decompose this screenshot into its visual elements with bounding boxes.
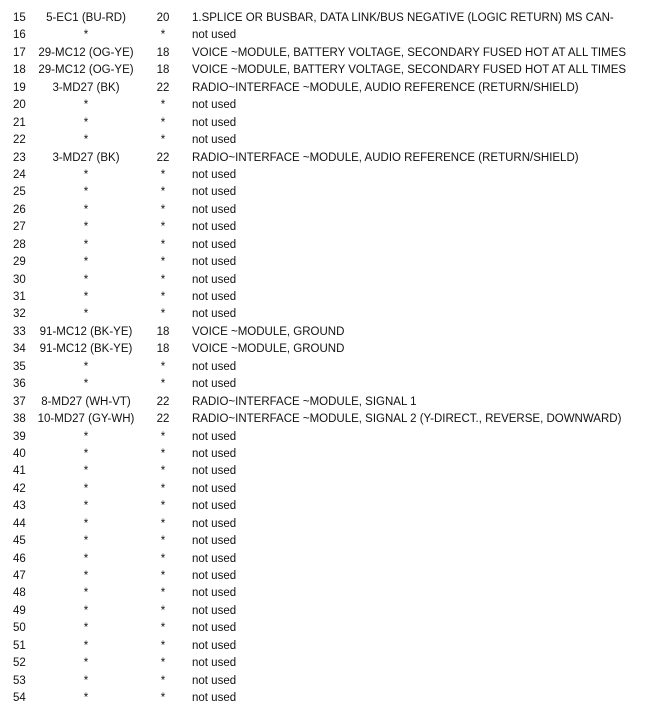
wire-gauge: * bbox=[160, 639, 166, 652]
wire-gauge: * bbox=[160, 500, 166, 513]
wire-gauge: * bbox=[160, 552, 166, 565]
pin-number: 44 bbox=[13, 517, 26, 530]
circuit-function: not used bbox=[192, 238, 237, 251]
circuit-id: * bbox=[83, 308, 89, 321]
pin-number: 40 bbox=[13, 447, 26, 460]
circuit-function: not used bbox=[192, 291, 237, 303]
table-row bbox=[0, 219, 647, 236]
pin-number: 25 bbox=[13, 186, 26, 199]
circuit-function: not used bbox=[192, 500, 237, 513]
wire-gauge: * bbox=[160, 604, 166, 617]
pin-number: 37 bbox=[13, 395, 26, 408]
circuit-id: * bbox=[83, 535, 89, 548]
wire-gauge: * bbox=[160, 517, 166, 530]
table-row bbox=[0, 167, 647, 184]
wire-gauge: * bbox=[160, 203, 166, 216]
circuit-id: * bbox=[83, 447, 89, 460]
pin-number: 53 bbox=[13, 674, 26, 687]
pin-number: 52 bbox=[13, 657, 26, 670]
wire-gauge: 22 bbox=[156, 151, 170, 164]
circuit-function: not used bbox=[192, 465, 237, 478]
table-row bbox=[0, 411, 647, 428]
circuit-function: not used bbox=[192, 308, 237, 321]
table-row bbox=[0, 150, 647, 167]
circuit-id: * bbox=[83, 221, 89, 234]
circuit-function: not used bbox=[192, 186, 237, 199]
table-row bbox=[0, 27, 647, 44]
circuit-function: not used bbox=[192, 570, 237, 582]
circuit-id: * bbox=[83, 430, 89, 443]
wire-gauge: * bbox=[160, 465, 166, 478]
circuit-function: not used bbox=[192, 674, 237, 687]
circuit-function: not used bbox=[192, 203, 237, 216]
circuit-id: * bbox=[83, 116, 89, 129]
wire-gauge: * bbox=[160, 482, 166, 495]
wire-gauge: * bbox=[160, 29, 166, 42]
pin-number: 46 bbox=[13, 552, 26, 565]
pin-number: 50 bbox=[13, 622, 26, 635]
table-row bbox=[0, 690, 647, 707]
circuit-id: * bbox=[83, 674, 89, 687]
circuit-id: 5-EC1 (BU-RD) bbox=[46, 12, 126, 24]
circuit-id: * bbox=[83, 134, 89, 147]
wire-gauge: 22 bbox=[156, 413, 170, 426]
pin-number: 28 bbox=[13, 238, 26, 251]
circuit-id: * bbox=[83, 29, 89, 42]
circuit-function: VOICE ~MODULE, BATTERY VOLTAGE, SECONDARY FUSED HOT AT ALL TIMES bbox=[192, 64, 627, 77]
circuit-id: * bbox=[83, 639, 89, 652]
circuit-function: not used bbox=[192, 587, 237, 600]
circuit-function: VOICE ~MODULE, BATTERY VOLTAGE, SECONDARY FUSED HOT AT ALL TIMES bbox=[192, 46, 627, 59]
circuit-id: 10-MD27 (GY-WH) bbox=[37, 413, 135, 426]
wire-gauge: 22 bbox=[156, 81, 170, 94]
table-row bbox=[0, 446, 647, 463]
table-row bbox=[0, 254, 647, 271]
wire-gauge: * bbox=[160, 447, 166, 460]
circuit-function: not used bbox=[192, 134, 237, 147]
pin-number: 35 bbox=[13, 360, 26, 373]
table-row bbox=[0, 45, 647, 62]
table-row bbox=[0, 115, 647, 132]
circuit-function: RADIO~INTERFACE ~MODULE, SIGNAL 1 bbox=[192, 395, 417, 408]
circuit-function: not used bbox=[192, 378, 237, 391]
circuit-function: not used bbox=[192, 221, 237, 234]
wire-gauge: * bbox=[160, 273, 166, 286]
pin-number: 54 bbox=[13, 692, 26, 705]
pin-number: 33 bbox=[13, 325, 26, 338]
wire-gauge: 22 bbox=[156, 395, 170, 408]
circuit-function: not used bbox=[192, 256, 237, 269]
circuit-id: 3-MD27 (BK) bbox=[52, 151, 120, 164]
table-row bbox=[0, 673, 647, 690]
pin-number: 41 bbox=[13, 465, 26, 478]
table-row bbox=[0, 638, 647, 655]
circuit-function: not used bbox=[192, 430, 237, 443]
pin-number: 19 bbox=[13, 81, 26, 94]
wire-gauge: 18 bbox=[156, 325, 170, 338]
circuit-function: not used bbox=[192, 273, 237, 286]
table-row bbox=[0, 306, 647, 323]
table-row bbox=[0, 551, 647, 568]
circuit-function: VOICE ~MODULE, GROUND bbox=[192, 343, 345, 356]
circuit-function: not used bbox=[192, 622, 237, 635]
pin-number: 31 bbox=[13, 291, 26, 303]
pin-number: 29 bbox=[13, 256, 26, 269]
circuit-id: * bbox=[83, 657, 89, 670]
wire-gauge: * bbox=[160, 430, 166, 443]
circuit-id: * bbox=[83, 500, 89, 513]
wire-gauge: * bbox=[160, 360, 166, 373]
circuit-function: not used bbox=[192, 29, 237, 42]
table-row bbox=[0, 394, 647, 411]
circuit-id: * bbox=[83, 291, 89, 303]
circuit-function: RADIO~INTERFACE ~MODULE, AUDIO REFERENCE (RETURN/SHIELD) bbox=[192, 151, 579, 164]
circuit-id: * bbox=[83, 256, 89, 269]
table-row bbox=[0, 184, 647, 201]
table-row bbox=[0, 289, 647, 306]
circuit-function: not used bbox=[192, 604, 237, 617]
circuit-function: not used bbox=[192, 692, 237, 705]
table-row bbox=[0, 359, 647, 376]
circuit-id: * bbox=[83, 99, 89, 112]
circuit-id: * bbox=[83, 186, 89, 199]
table-row bbox=[0, 568, 647, 585]
pin-number: 15 bbox=[13, 12, 26, 24]
table-row bbox=[0, 202, 647, 219]
wire-gauge: * bbox=[160, 134, 166, 147]
table-row bbox=[0, 10, 647, 27]
circuit-id: 8-MD27 (WH-VT) bbox=[41, 395, 131, 408]
wire-gauge: * bbox=[160, 622, 166, 635]
table-row bbox=[0, 237, 647, 254]
wire-gauge: * bbox=[160, 535, 166, 548]
circuit-id: * bbox=[83, 517, 89, 530]
table-row bbox=[0, 603, 647, 620]
table-row bbox=[0, 516, 647, 533]
wire-gauge: * bbox=[160, 308, 166, 321]
circuit-id: * bbox=[83, 203, 89, 216]
wire-gauge: * bbox=[160, 378, 166, 391]
wire-gauge: * bbox=[160, 256, 166, 269]
table-row bbox=[0, 463, 647, 480]
wire-gauge: 18 bbox=[156, 46, 170, 59]
pin-number: 20 bbox=[13, 99, 26, 112]
pin-number: 34 bbox=[13, 343, 26, 356]
pin-number: 39 bbox=[13, 430, 26, 443]
table-row bbox=[0, 80, 647, 97]
pin-number: 43 bbox=[13, 500, 26, 513]
pin-number: 49 bbox=[13, 604, 26, 617]
circuit-function: not used bbox=[192, 168, 237, 181]
table-row bbox=[0, 533, 647, 550]
connector-pinout-table bbox=[0, 10, 647, 708]
table-row bbox=[0, 620, 647, 637]
circuit-id: 3-MD27 (BK) bbox=[52, 81, 120, 94]
pin-number: 38 bbox=[13, 413, 26, 426]
wire-gauge: * bbox=[160, 186, 166, 199]
circuit-function: not used bbox=[192, 99, 237, 112]
circuit-function: not used bbox=[192, 116, 237, 129]
table-row bbox=[0, 655, 647, 672]
wire-gauge: * bbox=[160, 674, 166, 687]
table-row bbox=[0, 429, 647, 446]
wire-gauge: * bbox=[160, 116, 166, 129]
pin-number: 51 bbox=[13, 639, 26, 652]
circuit-id: * bbox=[83, 360, 89, 373]
circuit-function: RADIO~INTERFACE ~MODULE, AUDIO REFERENCE (RETURN/SHIELD) bbox=[192, 81, 579, 94]
circuit-function: not used bbox=[192, 482, 237, 495]
pin-number: 21 bbox=[13, 116, 26, 129]
wire-gauge: * bbox=[160, 168, 166, 181]
wire-gauge: 18 bbox=[156, 64, 170, 77]
pin-number: 30 bbox=[13, 273, 26, 286]
pin-number: 17 bbox=[13, 46, 26, 59]
wire-gauge: * bbox=[160, 99, 166, 112]
circuit-function: not used bbox=[192, 639, 237, 652]
table-row bbox=[0, 97, 647, 114]
circuit-id: 29-MC12 (OG-YE) bbox=[38, 64, 134, 77]
table-row bbox=[0, 272, 647, 289]
wire-gauge: * bbox=[160, 221, 166, 234]
circuit-id: * bbox=[83, 587, 89, 600]
circuit-function: VOICE ~MODULE, GROUND bbox=[192, 325, 345, 338]
circuit-id: * bbox=[83, 378, 89, 391]
circuit-id: 91-MC12 (BK-YE) bbox=[39, 343, 133, 356]
pin-number: 45 bbox=[13, 535, 26, 548]
circuit-id: * bbox=[83, 622, 89, 635]
circuit-id: * bbox=[83, 570, 89, 582]
table-row bbox=[0, 376, 647, 393]
circuit-function: not used bbox=[192, 657, 237, 670]
wire-gauge: * bbox=[160, 587, 166, 600]
circuit-id: * bbox=[83, 552, 89, 565]
circuit-id: * bbox=[83, 604, 89, 617]
pin-number: 48 bbox=[13, 587, 26, 600]
pin-number: 18 bbox=[13, 64, 26, 77]
pin-number: 32 bbox=[13, 308, 26, 321]
pin-number: 16 bbox=[13, 29, 26, 42]
wire-gauge: * bbox=[160, 657, 166, 670]
table-row bbox=[0, 324, 647, 341]
circuit-id: * bbox=[83, 238, 89, 251]
pin-number: 23 bbox=[13, 151, 26, 164]
pin-number: 22 bbox=[13, 134, 26, 147]
table-row bbox=[0, 132, 647, 149]
circuit-function: not used bbox=[192, 360, 237, 373]
pin-number: 42 bbox=[13, 482, 26, 495]
wire-gauge: * bbox=[160, 692, 166, 705]
wire-gauge: 20 bbox=[156, 12, 170, 24]
wire-gauge: 18 bbox=[156, 343, 170, 356]
circuit-id: * bbox=[83, 168, 89, 181]
circuit-function: not used bbox=[192, 552, 237, 565]
wire-gauge: * bbox=[160, 291, 166, 303]
pin-number: 26 bbox=[13, 203, 26, 216]
circuit-id: 91-MC12 (BK-YE) bbox=[39, 325, 133, 338]
circuit-function: RADIO~INTERFACE ~MODULE, SIGNAL 2 (Y-DIRECT., REVERSE, DOWNWARD) bbox=[192, 413, 622, 426]
table-row bbox=[0, 341, 647, 358]
table-row bbox=[0, 585, 647, 602]
circuit-id: 29-MC12 (OG-YE) bbox=[38, 46, 134, 59]
pin-number: 47 bbox=[13, 570, 26, 582]
pin-number: 24 bbox=[13, 168, 26, 181]
table-row bbox=[0, 498, 647, 515]
circuit-id: * bbox=[83, 692, 89, 705]
circuit-function: not used bbox=[192, 447, 237, 460]
table-row bbox=[0, 62, 647, 79]
circuit-id: * bbox=[83, 273, 89, 286]
table-row bbox=[0, 481, 647, 498]
circuit-function: not used bbox=[192, 517, 237, 530]
wire-gauge: * bbox=[160, 238, 166, 251]
circuit-function: 1.SPLICE OR BUSBAR, DATA LINK/BUS NEGATIVE (LOGIC RETURN) MS CAN- bbox=[192, 12, 614, 24]
pin-number: 27 bbox=[13, 221, 26, 234]
pin-number: 36 bbox=[13, 378, 26, 391]
circuit-function: not used bbox=[192, 535, 237, 548]
circuit-id: * bbox=[83, 482, 89, 495]
circuit-id: * bbox=[83, 465, 89, 478]
wire-gauge: * bbox=[160, 570, 166, 582]
